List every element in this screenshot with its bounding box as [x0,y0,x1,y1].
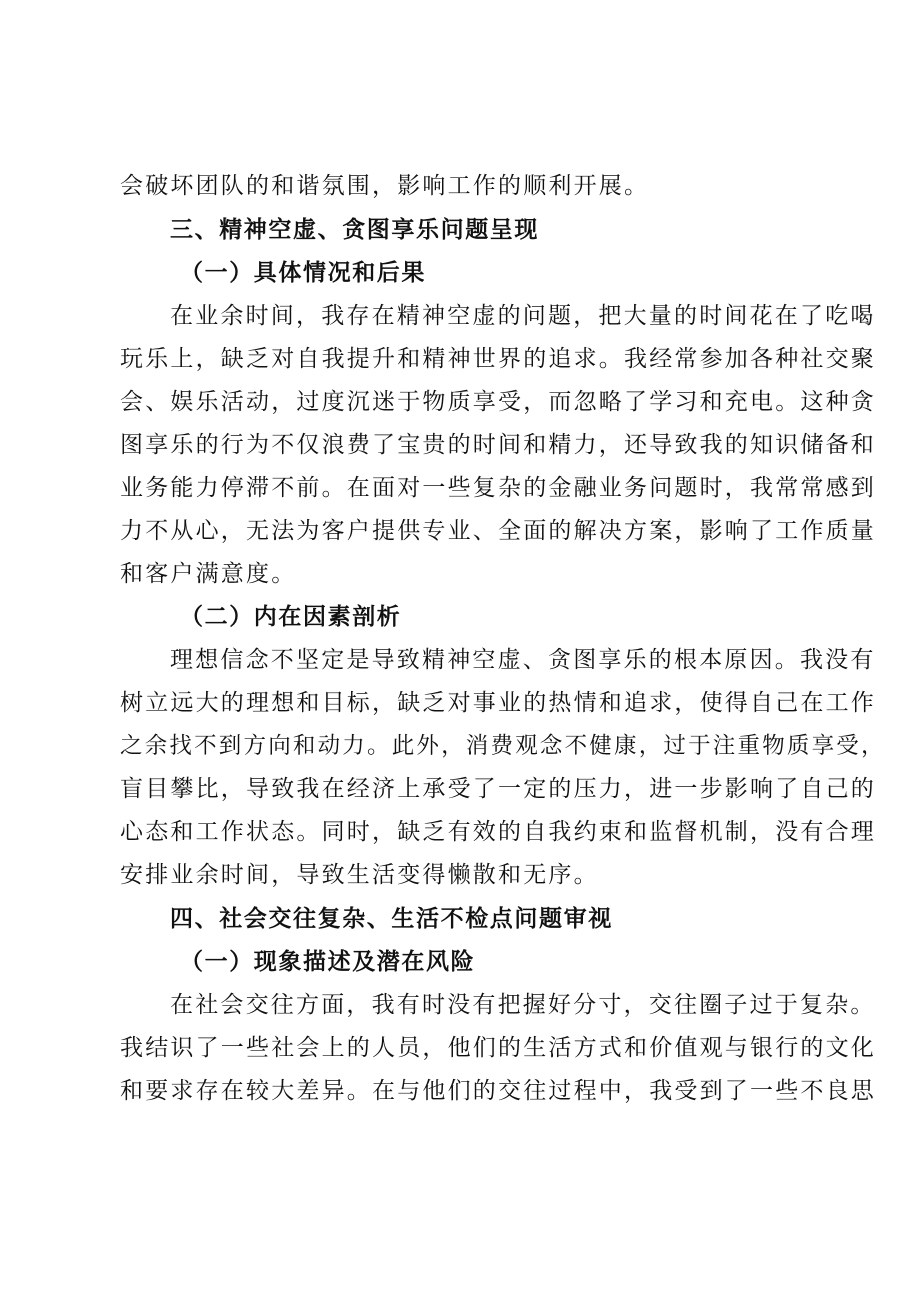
paragraph-line: 力不从心，无法为客户提供专业、全面的解决方案，影响了工作质量 [120,518,876,544]
paragraph-line: 玩乐上，缺乏对自我提升和精神世界的追求。我经常参加各种社交聚 [120,346,876,372]
paragraph-line: 在社会交往方面，我有时没有把握好分寸，交往圈子过于复杂。 [170,992,876,1018]
paragraph-line: 在业余时间，我存在精神空虚的问题，把大量的时间花在了吃喝 [170,303,876,329]
paragraph-line: 盲目攀比，导致我在经济上承受了一定的压力，进一步影响了自己的 [120,776,876,802]
paragraph-line: 树立远大的理想和目标，缺乏对事业的热情和追求，使得自己在工作 [120,690,876,716]
paragraph-line: 会破坏团队的和谐氛围，影响工作的顺利开展。 [120,173,650,199]
subsection-heading: （一）具体情况和后果 [180,259,426,286]
paragraph-line: 和客户满意度。 [120,561,297,587]
section-heading: 三、精神空虚、贪图享乐问题呈现 [170,216,539,243]
paragraph-line: 业务能力停滞不前。在面对一些复杂的金融业务问题时，我常常感到 [120,475,876,501]
paragraph-line: 图享乐的行为不仅浪费了宝贵的时间和精力，还导致我的知识储备和 [120,432,876,458]
paragraph-line: 会、娱乐活动，过度沉迷于物质享受，而忽略了学习和充电。这种贪 [120,389,876,415]
paragraph-line: 和要求存在较大差异。在与他们的交往过程中，我受到了一些不良思 [120,1078,876,1104]
paragraph-line: 我结识了一些社会上的人员，他们的生活方式和价值观与银行的文化 [120,1035,876,1061]
paragraph-line: 理想信念不坚定是导致精神空虚、贪图享乐的根本原因。我没有 [170,647,876,673]
subsection-heading: （一）现象描述及潜在风险 [180,948,476,975]
paragraph-line: 之余找不到方向和动力。此外，消费观念不健康，过于注重物质享受， [120,733,886,759]
paragraph-line: 心态和工作状态。同时，缺乏有效的自我约束和监督机制，没有合理 [120,819,876,845]
paragraph-line: 安排业余时间，导致生活变得懒散和无序。 [120,862,599,888]
section-heading: 四、社会交往复杂、生活不检点问题审视 [170,905,613,932]
subsection-heading: （二）内在因素剖析 [180,603,402,630]
